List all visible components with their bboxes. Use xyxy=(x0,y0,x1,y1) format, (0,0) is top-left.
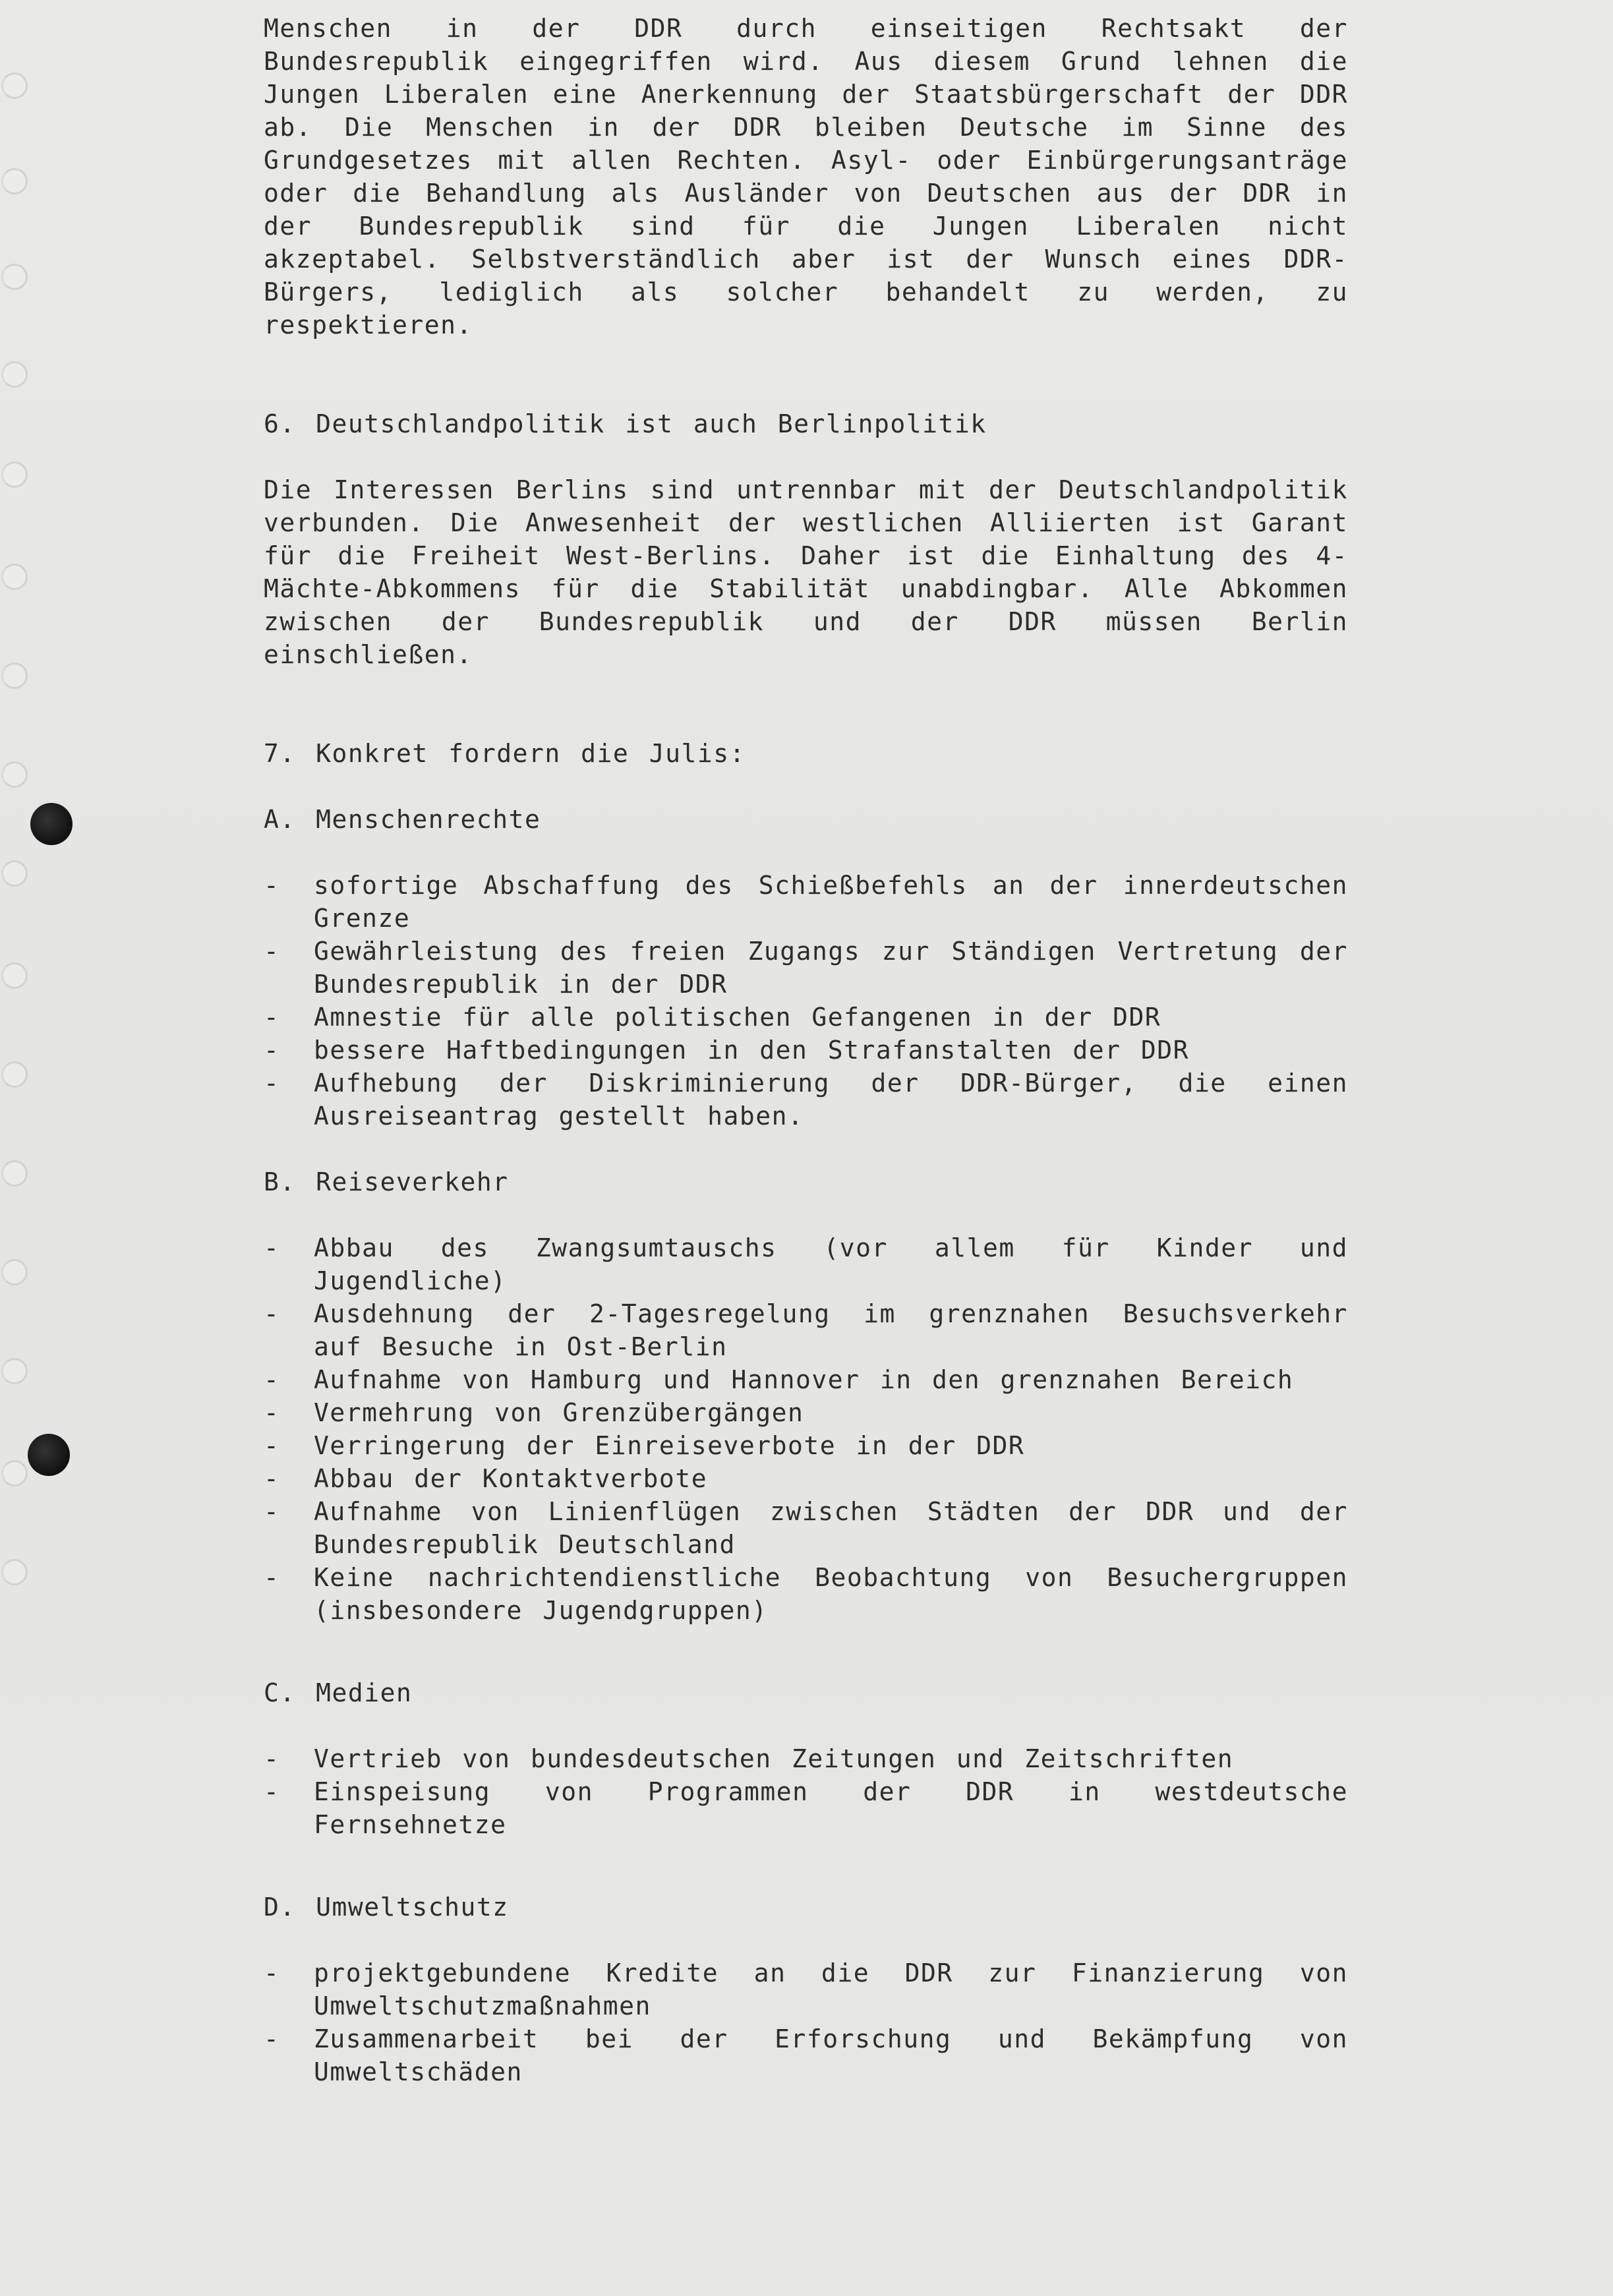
punch-hole-shadow xyxy=(1,761,28,788)
punch-hole-shadow xyxy=(1,962,28,989)
subsection-b-list xyxy=(264,1231,1348,1627)
list-dash: - xyxy=(264,1233,280,1262)
list-item: - Verringerung der Einreiseverbote in der DDR xyxy=(264,1429,1348,1462)
list-item: - Zusammenarbeit bei der Erforschung und Bekämpfung von Umweltschäden xyxy=(264,2022,1348,2088)
punch-hole-shadow xyxy=(1,264,28,290)
list-item: - Einspeisung von Programmen der DDR in westdeutsche Fernsehnetze xyxy=(264,1775,1348,1841)
subsection-d-heading: D. Umweltschutz xyxy=(264,1893,509,1922)
list-item: - Gewährleistung des freien Zugangs zur Ständigen Vertretung der Bundesrepublik in der DDR xyxy=(264,935,1348,1001)
punch-hole-shadow xyxy=(1,1061,28,1088)
punch-hole-shadow xyxy=(1,1160,28,1187)
list-item: - Abbau des Zwangsumtauschs (vor allem für Kinder und Jugendliche) xyxy=(264,1231,1348,1297)
subsection-c-list xyxy=(264,1742,1348,1841)
list-dash: - xyxy=(264,1958,280,1987)
list-dash: - xyxy=(264,1464,280,1493)
list-dash: - xyxy=(264,1003,280,1032)
punch-hole xyxy=(28,1434,70,1476)
subsection-b-heading: B. Reiseverkehr xyxy=(264,1167,509,1196)
subsection-c-heading: C. Medien xyxy=(264,1678,413,1707)
list-item: - sofortige Abschaffung des Schießbefehls an der innerdeutschen Grenze xyxy=(264,869,1348,935)
subsection-a-list xyxy=(264,869,1348,1133)
section-6-heading: 6. Deutschlandpolitik ist auch Berlinpolitik xyxy=(264,409,987,438)
punch-hole-shadow xyxy=(1,1259,28,1285)
punch-hole-shadow xyxy=(1,361,28,388)
section-7-heading: 7. Konkret fordern die Julis: xyxy=(264,739,746,768)
list-item: - Abbau der Kontaktverbote xyxy=(264,1462,1348,1495)
list-item: - Vertrieb von bundesdeutschen Zeitungen und Zeitschriften xyxy=(264,1742,1348,1775)
punch-hole-shadow xyxy=(1,1559,28,1585)
punch-hole-shadow xyxy=(1,1358,28,1384)
punch-hole-shadow xyxy=(1,564,28,590)
list-item: - projektgebundene Kredite an die DDR zur Finanzierung von Umweltschutzmaßnahmen xyxy=(264,1957,1348,2022)
list-dash: - xyxy=(264,1563,280,1592)
list-dash: - xyxy=(264,2024,280,2053)
list-item: - Ausdehnung der 2-Tagesregelung im grenznahen Besuchsverkehr auf Besuche in Ost-Berlin xyxy=(264,1297,1348,1363)
list-dash: - xyxy=(264,937,280,966)
document-body xyxy=(264,12,1348,2088)
list-dash: - xyxy=(264,1431,280,1460)
punch-hole-shadow xyxy=(1,168,28,194)
list-dash: - xyxy=(264,1036,280,1065)
subsection-a-heading: A. Menschenrechte xyxy=(264,805,541,834)
list-dash: - xyxy=(264,1744,280,1773)
punch-hole xyxy=(30,803,73,845)
section-6-text: Die Interessen Berlins sind untrennbar mit der Deutschlandpolitik verbunden. Die Anwesenheit der westlichen Alliierten ist Garant für die Freiheit West-Berlins. Daher ist die Einhaltung des 4-Mächte-Abkommens für die Stabilität unabdingbar. Alle Abkommen zwischen der Bundesrepublik und der DDR müssen Berlin einschließen. xyxy=(264,475,1348,669)
list-item: - Vermehrung von Grenzübergängen xyxy=(264,1396,1348,1429)
list-item: - Aufnahme von Hamburg und Hannover in den grenznahen Bereich xyxy=(264,1363,1348,1396)
list-item: - Aufnahme von Linienflügen zwischen Städten der DDR und der Bundesrepublik Deutschland xyxy=(264,1495,1348,1561)
list-item: - Aufhebung der Diskriminierung der DDR-Bürger, die einen Ausreiseantrag gestellt haben. xyxy=(264,1067,1348,1133)
list-dash: - xyxy=(264,1299,280,1328)
punch-hole-shadow xyxy=(1,1460,28,1487)
list-dash: - xyxy=(264,1069,280,1098)
punch-hole-shadow xyxy=(1,860,28,887)
list-item: - Amnestie für alle politischen Gefangenen in der DDR xyxy=(264,1001,1348,1034)
subsection-d-list xyxy=(264,1957,1348,2088)
list-dash: - xyxy=(264,1497,280,1526)
list-dash: - xyxy=(264,1365,280,1394)
punch-hole-shadow xyxy=(1,461,28,488)
punch-hole-shadow xyxy=(1,73,28,99)
list-dash: - xyxy=(264,1398,280,1427)
list-dash: - xyxy=(264,871,280,900)
punch-hole-shadow xyxy=(1,662,28,689)
paragraph-continued: Menschen in der DDR durch einseitigen Rechtsakt der Bundesrepublik eingegriffen wird. Aus diesem Grund lehnen die Jungen Liberalen eine Anerkennung der Staatsbürgerschaft der DDR ab. Die Menschen in der DDR bleiben Deutsche im Sinne des Grundgesetzes mit allen Rechten. Asyl- oder Einbürgerungsanträge oder die Behandlung als Ausländer von Deutschen aus der DDR in der Bundesrepublik sind für die Jungen Liberalen nicht akzeptabel. Selbstverständlich aber ist der Wunsch eines DDR-Bürgers, lediglich als solcher behandelt zu werden, zu respektieren. xyxy=(264,14,1348,339)
list-item: - Keine nachrichtendienstliche Beobachtung von Besuchergruppen (insbesondere Jugendgruppen) xyxy=(264,1561,1348,1627)
list-dash: - xyxy=(264,1777,280,1806)
list-item: - bessere Haftbedingungen in den Strafanstalten der DDR xyxy=(264,1034,1348,1067)
